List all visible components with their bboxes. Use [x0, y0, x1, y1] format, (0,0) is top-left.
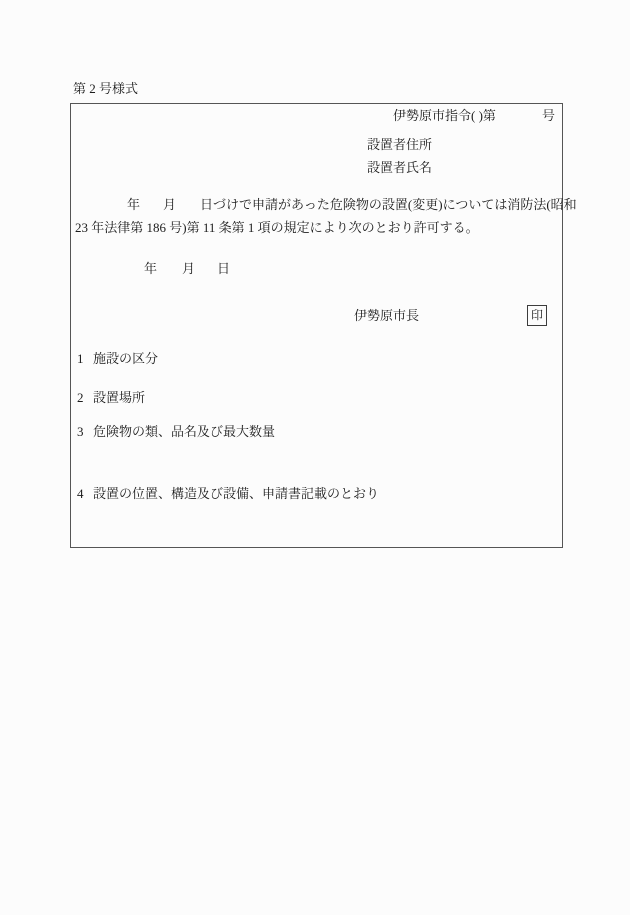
item-number: 3	[77, 424, 84, 439]
application-date-day-label: 日	[200, 197, 214, 212]
item-label: 施設の区分	[93, 351, 159, 366]
item-label: 設置場所	[93, 390, 146, 405]
directive-number-unit: 号	[542, 108, 556, 123]
directive-number-label: 伊勢原市指令( )第	[393, 108, 496, 123]
item-number: 4	[77, 486, 84, 501]
item-number: 1	[77, 351, 84, 366]
application-paragraph-line2: 23 年法律第 186 号)第 11 条第 1 項の規定により次のとおり許可する。	[75, 220, 479, 235]
item-label: 危険物の類、品名及び最大数量	[93, 424, 276, 439]
issue-date-line	[144, 260, 230, 277]
installer-address-label: 設置者住所	[367, 137, 433, 152]
issue-date-day-label: 日	[217, 261, 231, 276]
application-paragraph-text: づけで申請があった危険物の設置(変更)については消防法(昭和	[213, 197, 577, 212]
permit-document-frame	[70, 103, 577, 548]
application-date-month-label: 月	[163, 197, 177, 212]
list-item-facility-classification	[77, 350, 158, 367]
mayor-signature-label: 伊勢原市長	[354, 308, 420, 323]
official-seal-placeholder: 印	[527, 305, 547, 326]
form-number-label: 第 2 号様式	[73, 81, 139, 96]
item-label: 設置の位置、構造及び設備、申請書記載のとおり	[93, 486, 380, 501]
list-item-hazmat-class-quantity	[77, 423, 275, 440]
application-date-year-label: 年	[127, 197, 141, 212]
list-item-installation-location	[77, 389, 145, 406]
list-item-position-structure-equipment	[77, 485, 379, 502]
application-paragraph-line1	[75, 196, 577, 213]
issue-date-month-label: 月	[182, 261, 196, 276]
issue-date-year-label: 年	[144, 261, 158, 276]
item-number: 2	[77, 390, 84, 405]
installer-name-label: 設置者氏名	[367, 160, 433, 175]
